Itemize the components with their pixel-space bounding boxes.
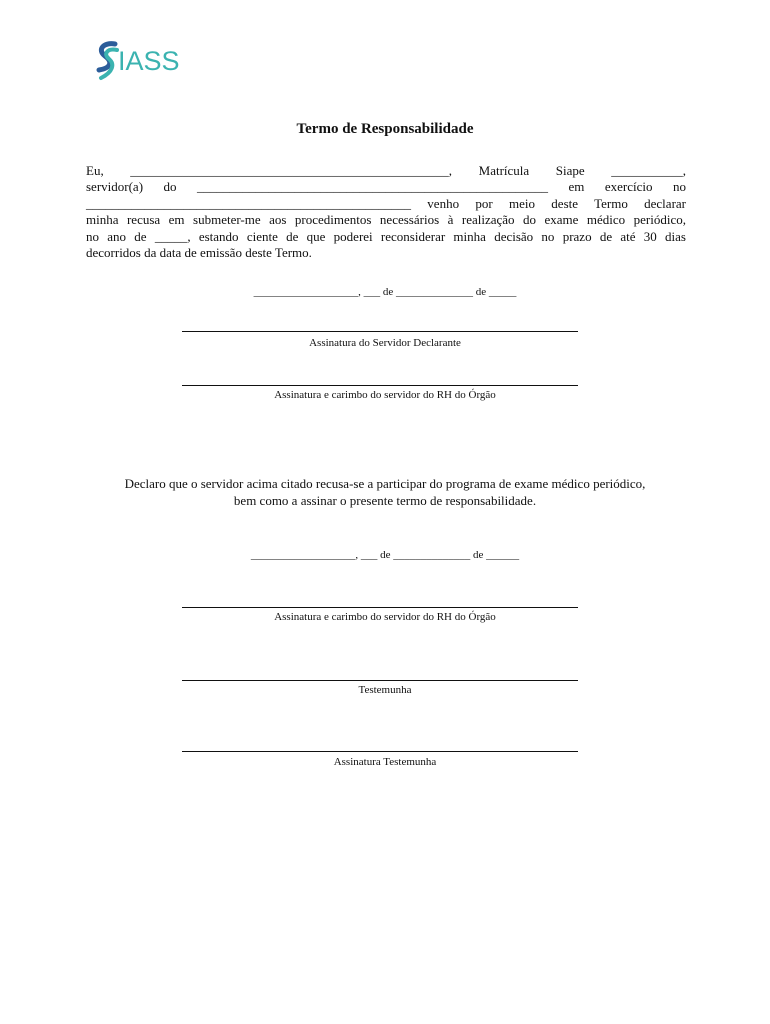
paragraph-line: __________________________________________________ venho por meio deste Termo declarar — [86, 195, 686, 211]
declaration-paragraph — [86, 163, 686, 261]
signature-label: Assinatura e carimbo do servidor do RH do Órgão — [274, 611, 496, 623]
signature-label: Assinatura do Servidor Declarante — [309, 337, 461, 349]
signature-line — [182, 385, 578, 386]
signature-line — [182, 680, 578, 681]
siass-logo — [95, 38, 185, 82]
date-line: ___________________, ___ de ______________ de _____ — [253, 286, 517, 298]
document-title: Termo de Responsabilidade — [296, 121, 474, 137]
paragraph-line: no ano de _____, estando ciente de que poderei reconsiderar minha decisão no prazo de até 30 dias — [86, 228, 686, 244]
date-line: ___________________, ___ de ______________ de ______ — [250, 549, 520, 561]
signature-label: Assinatura e carimbo do servidor do RH do Órgão — [274, 389, 496, 401]
paragraph-line: servidor(a) do ______________________________________________________ em exercício no — [86, 179, 686, 195]
paragraph-line: minha recusa em submeter-me aos procedimentos necessários à realização do exame médico periódico, — [86, 212, 686, 228]
signature-line — [182, 331, 578, 332]
signature-label: Assinatura Testemunha — [333, 756, 437, 768]
declaration-line: Declaro que o servidor acima citado recusa-se a participar do programa de exame médico periódico, — [124, 476, 646, 491]
logo-text: IASS — [118, 46, 180, 76]
signature-label: Testemunha — [358, 684, 412, 696]
paragraph-line: decorridos da data de emissão deste Termo. — [86, 245, 312, 261]
siass-s-logo-icon — [95, 38, 185, 82]
declaration-line: bem como a assinar o presente termo de responsabilidade. — [233, 493, 537, 508]
refusal-declaration — [0, 475, 770, 509]
signature-line — [182, 607, 578, 608]
paragraph-line: Eu, _________________________________________________, Matrícula Siape ___________, — [86, 163, 686, 178]
signature-line — [182, 751, 578, 752]
